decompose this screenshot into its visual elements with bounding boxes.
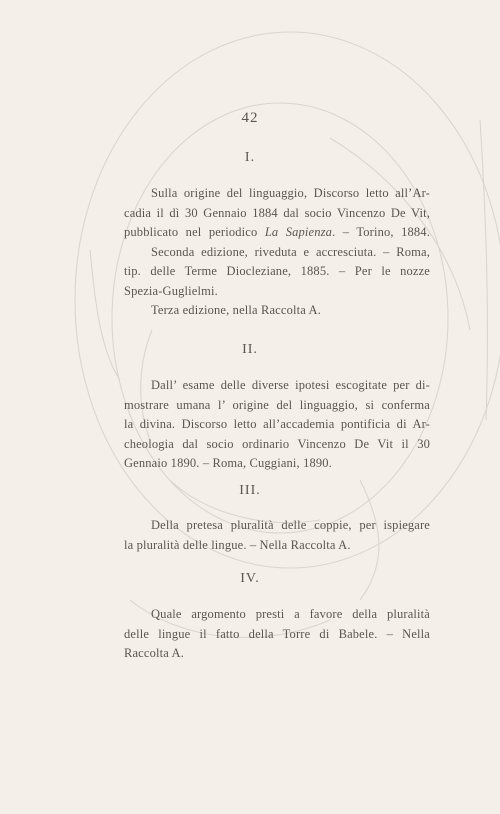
- section-body-3: [124, 516, 430, 555]
- section-heading-3: III.: [239, 483, 261, 498]
- section-body-1: [124, 184, 430, 321]
- text-line: Quale argomento presti a favore della pluralità: [151, 607, 430, 621]
- text-line: Dall’ esame delle diverse ipotesi escogitate per di-: [151, 378, 430, 392]
- text-line: Raccolta A.: [124, 646, 184, 660]
- text-line: Sulla origine del linguaggio, Discorso letto all’Ar-: [151, 186, 430, 200]
- section-heading-1: I.: [244, 150, 256, 165]
- text-line: Terza edizione, nella Raccolta A.: [151, 303, 321, 317]
- periodical-title: La Sapienza: [264, 225, 333, 239]
- text-line: Della pretesa pluralità delle coppie, per ispiegare: [151, 518, 430, 532]
- text-line: tip. delle Terme Diocleziane, 1885. – Per le nozze: [124, 264, 430, 278]
- text-line: cadia il dì 30 Gennaio 1884 dal socio Vincenzo De Vit,: [124, 205, 430, 220]
- section-heading-4: IV.: [240, 571, 260, 586]
- text-line: la divina. Discorso letto all’accademia pontificia di Ar-: [124, 417, 430, 431]
- text-line: Gennaio 1890. – Roma, Cuggiani, 1890.: [124, 456, 332, 470]
- section-body-4: [124, 605, 430, 664]
- text-line: pubblicato nel periodico La Sapienza. – Torino, 1884.: [124, 225, 430, 239]
- section-heading-2: II.: [242, 342, 258, 357]
- section-body-2: [124, 376, 430, 474]
- text-line: la pluralità delle lingue. – Nella Raccolta A.: [124, 537, 351, 552]
- text-line: cheologia dal socio ordinario Vincenzo De Vit il 30: [124, 436, 430, 451]
- text-line: mostrare umana l’ origine del linguaggio, si conferma: [124, 397, 430, 412]
- text-line: Seconda edizione, riveduta e accresciuta. – Roma,: [151, 244, 430, 259]
- text-line: Spezia-Guglielmi.: [124, 283, 218, 298]
- page-number: 42: [241, 110, 259, 126]
- text-line: delle lingue il fatto della Torre di Babele. – Nella: [124, 626, 430, 641]
